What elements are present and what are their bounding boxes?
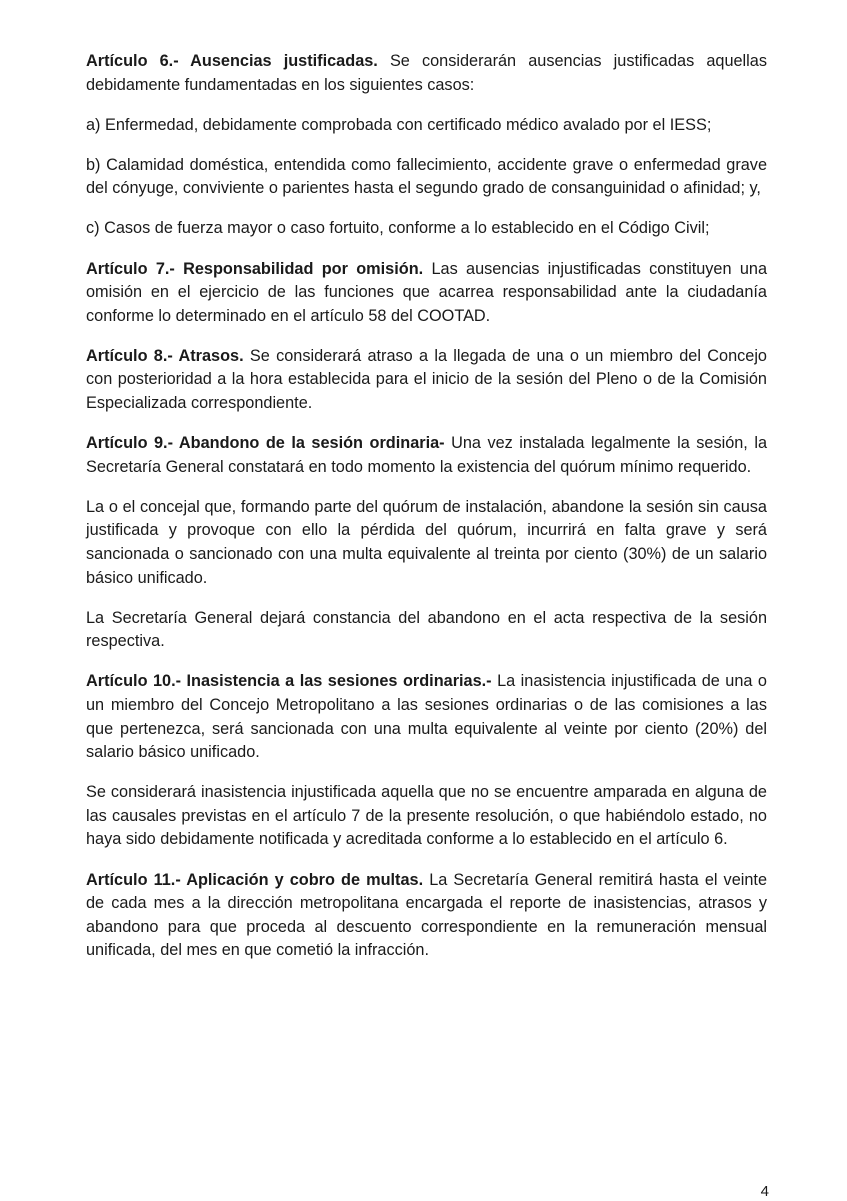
article-9-heading: Artículo 9.- Abandono de la sesión ordinaria- — [86, 434, 445, 453]
article-10-text: La inasistencia injustificada de una o un miembro del Concejo Metropolitano a las sesiones ordinarias o de las comisiones a las que pertenezca, será sancionada con una multa equivalente al veinte por ciento (20%) del salario básico unificado. — [86, 672, 767, 762]
article-11 — [86, 869, 767, 963]
article-11-text: La Secretaría General remitirá hasta el veinte de cada mes a la dirección metropolitana encargada el reporte de inasistencias, atrasos y abandono para que proceda al descuento correspondiente en la remuneración mensual unificada, del mes en que cometió la infracción. — [86, 870, 768, 960]
document-page — [86, 50, 767, 979]
article-7-heading: Artículo 7.- Responsabilidad por omisión. — [86, 259, 424, 278]
article-8-heading: Artículo 8.- Atrasos. — [86, 346, 244, 365]
article-7-text: Las ausencias injustificadas constituyen una omisión en el ejercicio de las funciones que acarrea responsabilidad ante la ciudadanía conforme lo determinado en el artículo 58 del COOTAD. — [86, 259, 767, 325]
article-6-case-a: a) Enfermedad, debidamente comprobada con certificado médico avalado por el IESS; — [86, 115, 712, 134]
article-6-text: Se considerarán ausencias justificadas aquellas debidamente fundamentadas en los siguientes casos: — [86, 52, 767, 94]
article-9-paragraph-3: La Secretaría General dejará constancia del abandono en el acta respectiva de la sesión respectiva. — [86, 608, 767, 651]
article-10-heading: Artículo 10.- Inasistencia a las sesiones ordinarias.- — [86, 672, 492, 691]
article-6 — [86, 50, 767, 97]
article-9-text: Una vez instalada legalmente la sesión, la Secretaría General constatará en todo momento la existencia del quórum mínimo requerido. — [86, 434, 767, 476]
page-number: 4 — [760, 1183, 769, 1200]
article-6-case-b: b) Calamidad doméstica, entendida como fallecimiento, accidente grave o enfermedad grave del cónyuge, conviviente o parientes hasta el segundo grado de consanguinidad o afinidad; y, — [86, 155, 767, 198]
article-11-heading: Artículo 11.- Aplicación y cobro de multas. — [86, 870, 424, 889]
article-9 — [86, 432, 767, 479]
article-6-case-c: c) Casos de fuerza mayor o caso fortuito, conforme a lo establecido en el Código Civil; — [86, 219, 710, 238]
article-10-paragraph-2: Se considerará inasistencia injustificada aquella que no se encuentre amparada en alguna de las causales previstas en el artículo 7 de la presente resolución, o que habiéndolo estado, no haya sido debidamente notificada y acreditada conforme a lo establecido en el artículo 6. — [86, 783, 767, 849]
article-8 — [86, 345, 767, 416]
article-8-text: Se considerará atraso a la llegada de una o un miembro del Concejo con posterioridad a la hora establecida para el inicio de la sesión del Pleno o de la Comisión Especializada correspondiente. — [86, 346, 767, 413]
article-6-heading: Artículo 6.- Ausencias justificadas. — [86, 52, 378, 70]
article-7 — [86, 258, 767, 329]
article-10 — [86, 670, 767, 764]
article-9-paragraph-2: La o el concejal que, formando parte del quórum de instalación, abandone la sesión sin causa justificada y provoque con ello la pérdida del quórum, incurrirá en falta grave y será sancionada o sancionado con una multa equivalente al treinta por ciento (30%) de un salario básico unificado. — [86, 497, 767, 587]
